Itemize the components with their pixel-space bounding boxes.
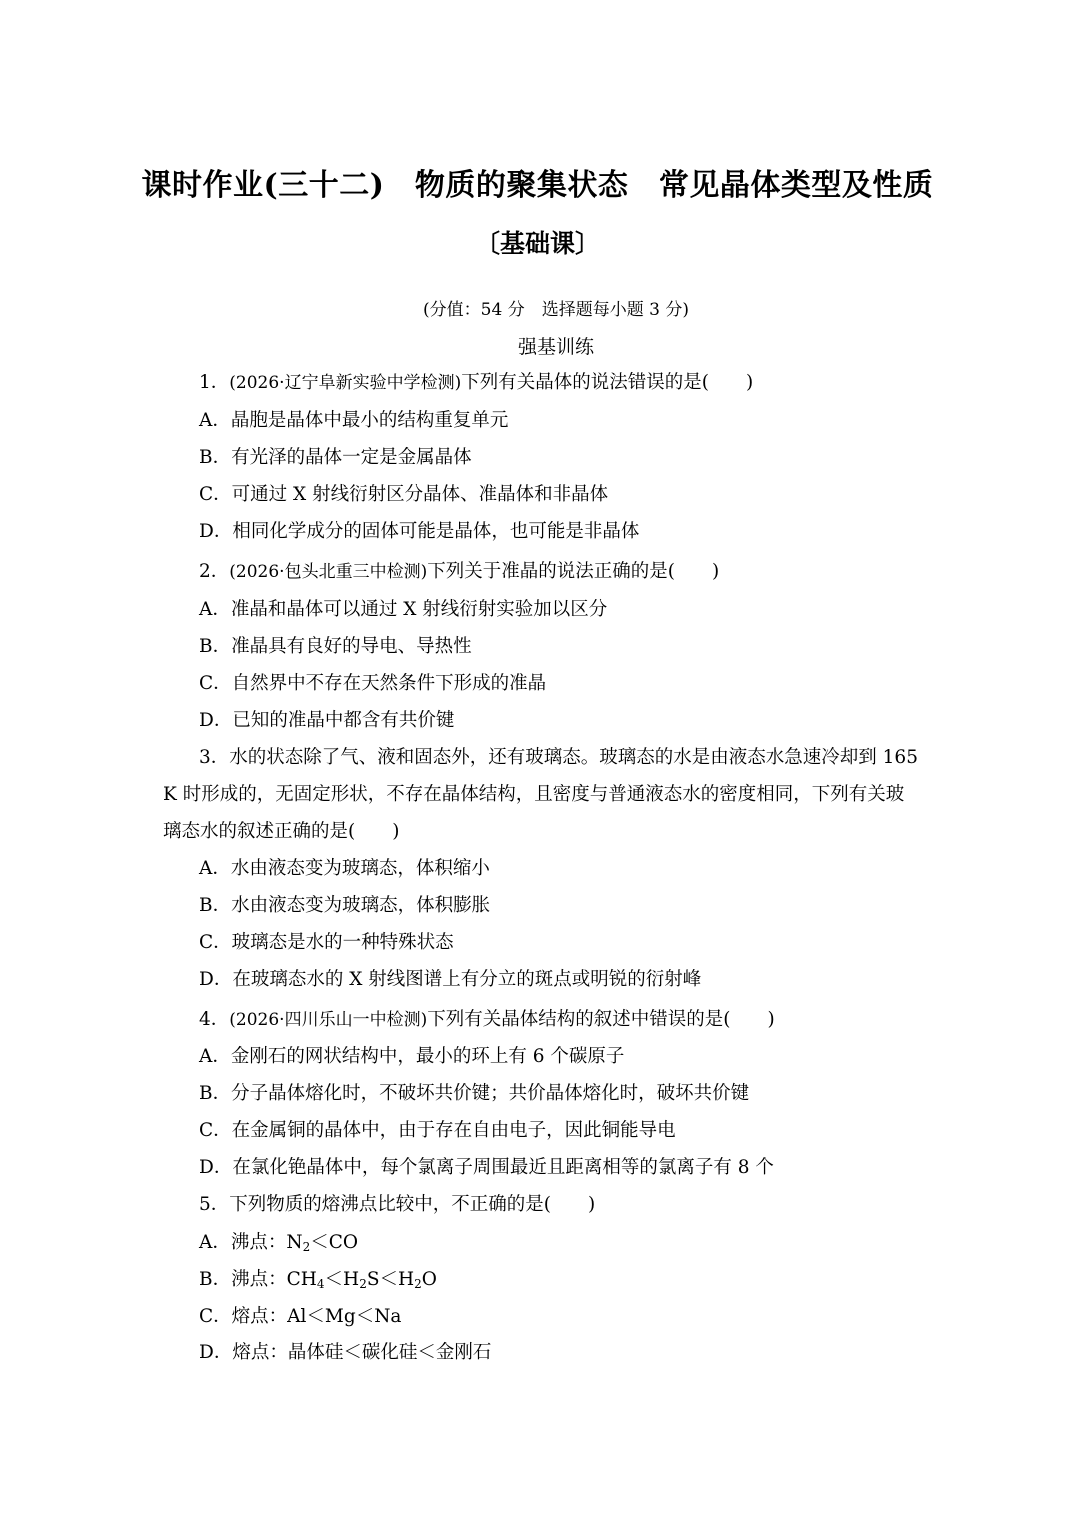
question-3-stem-line-2: K 时形成的，无固定形状，不存在晶体结构，且密度与普通液态水的密度相同，下列有关玻 bbox=[163, 784, 905, 805]
option-b: B．沸点：$CH_4<H_2S<H_2O$ bbox=[199, 1269, 437, 1291]
question-text: 下列关于准晶的说法正确的是( ) bbox=[427, 561, 720, 582]
option-b: B．有光泽的晶体一定是金属晶体 bbox=[199, 447, 472, 468]
option-c: C．自然界中不存在天然条件下形成的准晶 bbox=[199, 673, 547, 694]
option-a: A．准晶和晶体可以通过 X 射线衍射实验加以区分 bbox=[199, 599, 608, 620]
option-c: C．在金属铜的晶体中，由于存在自由电子，因此铜能导电 bbox=[199, 1120, 676, 1141]
question-3-stem-line-1: 3．水的状态除了气、液和固态外，还有玻璃态。玻璃态的水是由液态水急速冷却到 165 bbox=[199, 747, 918, 768]
option-d: D．熔点：晶体硅＜碳化硅＜金刚石 bbox=[199, 1342, 492, 1363]
section-heading: 强基训练 bbox=[517, 336, 594, 358]
question-text: 下列有关晶体的说法错误的是( ) bbox=[461, 372, 754, 393]
question-number: 4． bbox=[199, 1009, 230, 1030]
question-3-stem-line-3: 璃态水的叙述正确的是( ) bbox=[163, 821, 400, 842]
question-1-stem bbox=[199, 370, 753, 396]
option-a: A．金刚石的网状结构中，最小的环上有 6 个碳原子 bbox=[199, 1046, 625, 1067]
option-a: A．晶胞是晶体中最小的结构重复单元 bbox=[199, 410, 509, 431]
page-title: 课时作业(三十二) 物质的聚集状态 常见晶体类型及性质 bbox=[141, 168, 934, 203]
option-b: B．水由液态变为玻璃态，体积膨胀 bbox=[199, 895, 491, 916]
option-a: A．沸点：$N_2<CO$ bbox=[199, 1232, 359, 1254]
question-4-stem bbox=[199, 1007, 775, 1033]
option-c: C．可通过 X 射线衍射区分晶体、准晶体和非晶体 bbox=[199, 484, 609, 505]
option-d: D．在玻璃态水的 X 射线图谱上有分立的斑点或明锐的衍射峰 bbox=[199, 969, 702, 990]
question-source: (2026·四川乐山一中检测) bbox=[229, 1010, 428, 1030]
option-b: B．分子晶体熔化时，不破坏共价键；共价晶体熔化时，破坏共价键 bbox=[199, 1083, 750, 1104]
option-b: B．准晶具有良好的导电、导热性 bbox=[199, 636, 472, 657]
question-number: 2． bbox=[199, 561, 230, 582]
page-subtitle: 〔基础课〕 bbox=[474, 229, 600, 258]
option-c: C．熔点：Al＜Mg＜Na bbox=[199, 1306, 402, 1327]
option-c: C．玻璃态是水的一种特殊状态 bbox=[199, 932, 454, 953]
option-d: D．在氯化铯晶体中，每个氯离子周围最近且距离相等的氯离子有 8 个 bbox=[199, 1157, 774, 1178]
score-note: (分值：54 分 选择题每小题 3 分) bbox=[423, 300, 689, 320]
question-text: 下列有关晶体结构的叙述中错误的是( ) bbox=[427, 1009, 775, 1030]
question-source: (2026·辽宁阜新实验中学检测) bbox=[229, 373, 462, 393]
question-number: 1． bbox=[199, 372, 230, 393]
question-5-stem: 5．下列物质的熔沸点比较中，不正确的是( ) bbox=[199, 1194, 596, 1215]
option-d: D．已知的准晶中都含有共价键 bbox=[199, 710, 455, 731]
question-source: (2026·包头北重三中检测) bbox=[229, 562, 428, 582]
question-2-stem bbox=[199, 559, 719, 585]
option-a: A．水由液态变为玻璃态，体积缩小 bbox=[199, 858, 490, 879]
option-d: D．相同化学成分的固体可能是晶体，也可能是非晶体 bbox=[199, 521, 640, 542]
